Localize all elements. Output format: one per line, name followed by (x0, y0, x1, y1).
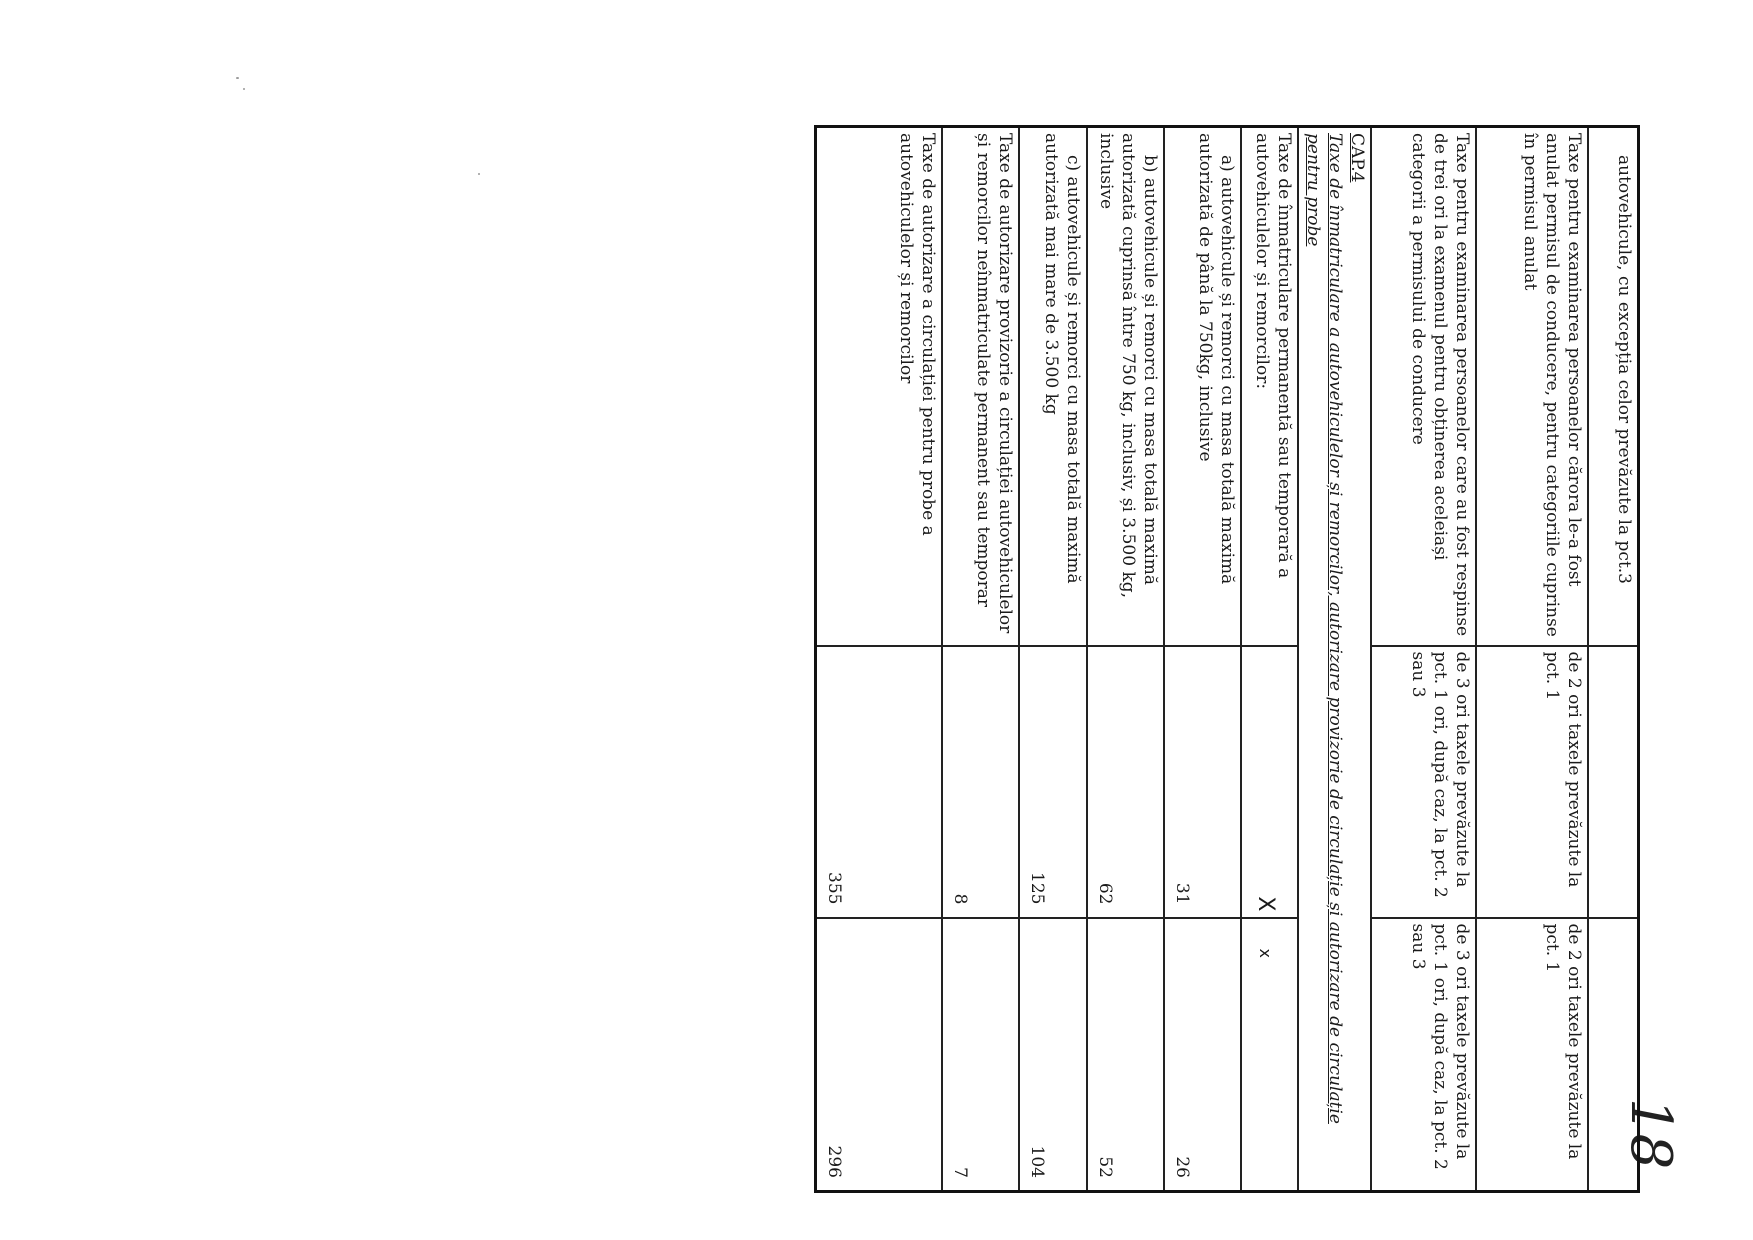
fee-cell-col2: de 3 ori taxele prevăzute la pct. 1 ori, după caz, la pct. 2 sau 3 (1372, 646, 1477, 918)
scan-speck (478, 173, 480, 175)
fee-value: 52 (1088, 918, 1165, 1192)
chapter-label: CAP.4 (1347, 133, 1368, 183)
fee-value: 31 (1165, 646, 1242, 918)
table-row (816, 127, 943, 1192)
chapter-cell (1299, 127, 1372, 1192)
table-row (1020, 127, 1088, 1192)
description-cell: Taxe pentru examinarea persoanelor cărora le-a fost anulat permisul de conducere, pentru categoriile cuprinse în permisul anulat (1477, 127, 1589, 646)
table-row (943, 127, 1020, 1192)
not-applicable-mark: x (1242, 918, 1299, 1192)
table-row (1372, 127, 1477, 1192)
scan-speck (236, 77, 239, 79)
description-cell: b) autovehicule și remorci cu masa totală maximă autorizată cuprinsă între 750 kg, inclusiv, și 3.500 kg, inclusive (1088, 127, 1165, 646)
fee-table (814, 125, 1640, 1193)
description-cell: Taxe de autorizare provizorie a circulației autovehiculelor și remorcilor neînmatriculate permanent sau temporar (943, 127, 1020, 646)
fee-cell-col2 (1589, 646, 1639, 918)
scan-speck (243, 88, 245, 90)
table-row (1165, 127, 1242, 1192)
chapter-title: Taxe de înmatriculare a autovehiculelor și remorcilor, autorizare provizorie de circulație și autorizare de circulație pentru probe (1303, 133, 1346, 1124)
description-cell: Taxe pentru examinarea persoanelor care au fost respinse de trei ori la examenul pentru obținerea aceleiași categorii a permisului de conducere (1372, 127, 1477, 646)
not-applicable-mark: X (1242, 646, 1299, 918)
description-cell: Taxe de înmatriculare permanentă sau temporară a autovehiculelor și remorcilor: (1242, 127, 1299, 646)
chapter-row (1299, 127, 1372, 1192)
fee-value: 26 (1165, 918, 1242, 1192)
fee-value: 8 (943, 646, 1020, 918)
fee-value: 125 (1020, 646, 1088, 918)
page-number: 18 (1618, 1098, 1683, 1170)
description-cell: autovehicule, cu excepția celor prevăzute la pct.3 (1589, 127, 1639, 646)
fee-cell-col3: de 2 ori taxele prevăzute la pct. 1 (1477, 918, 1589, 1192)
description-cell: Taxe de autorizare a circulației pentru probe a autovehiculelor și remorcilor (816, 127, 943, 646)
fee-value: 355 (816, 646, 943, 918)
fee-cell-col3: de 3 ori taxele prevăzute la pct. 1 ori, după caz, la pct. 2 sau 3 (1372, 918, 1477, 1192)
fee-cell-col2: de 2 ori taxele prevăzute la pct. 1 (1477, 646, 1589, 918)
fee-table-container (820, 125, 1640, 1190)
fee-value: 62 (1088, 646, 1165, 918)
fee-value: 296 (816, 918, 943, 1192)
description-cell: c) autovehicule și remorci cu masa totală maximă autorizată mai mare de 3.500 kg (1020, 127, 1088, 646)
fee-value: 7 (943, 918, 1020, 1192)
table-row (1589, 127, 1639, 1192)
description-cell: a) autovehicule și remorci cu masa totală maximă autorizată de până la 750kg, inclusive (1165, 127, 1242, 646)
fee-cell-col3 (1589, 918, 1639, 1192)
table-row (1088, 127, 1165, 1192)
table-row (1477, 127, 1589, 1192)
fee-value: 104 (1020, 918, 1088, 1192)
table-row (1242, 127, 1299, 1192)
